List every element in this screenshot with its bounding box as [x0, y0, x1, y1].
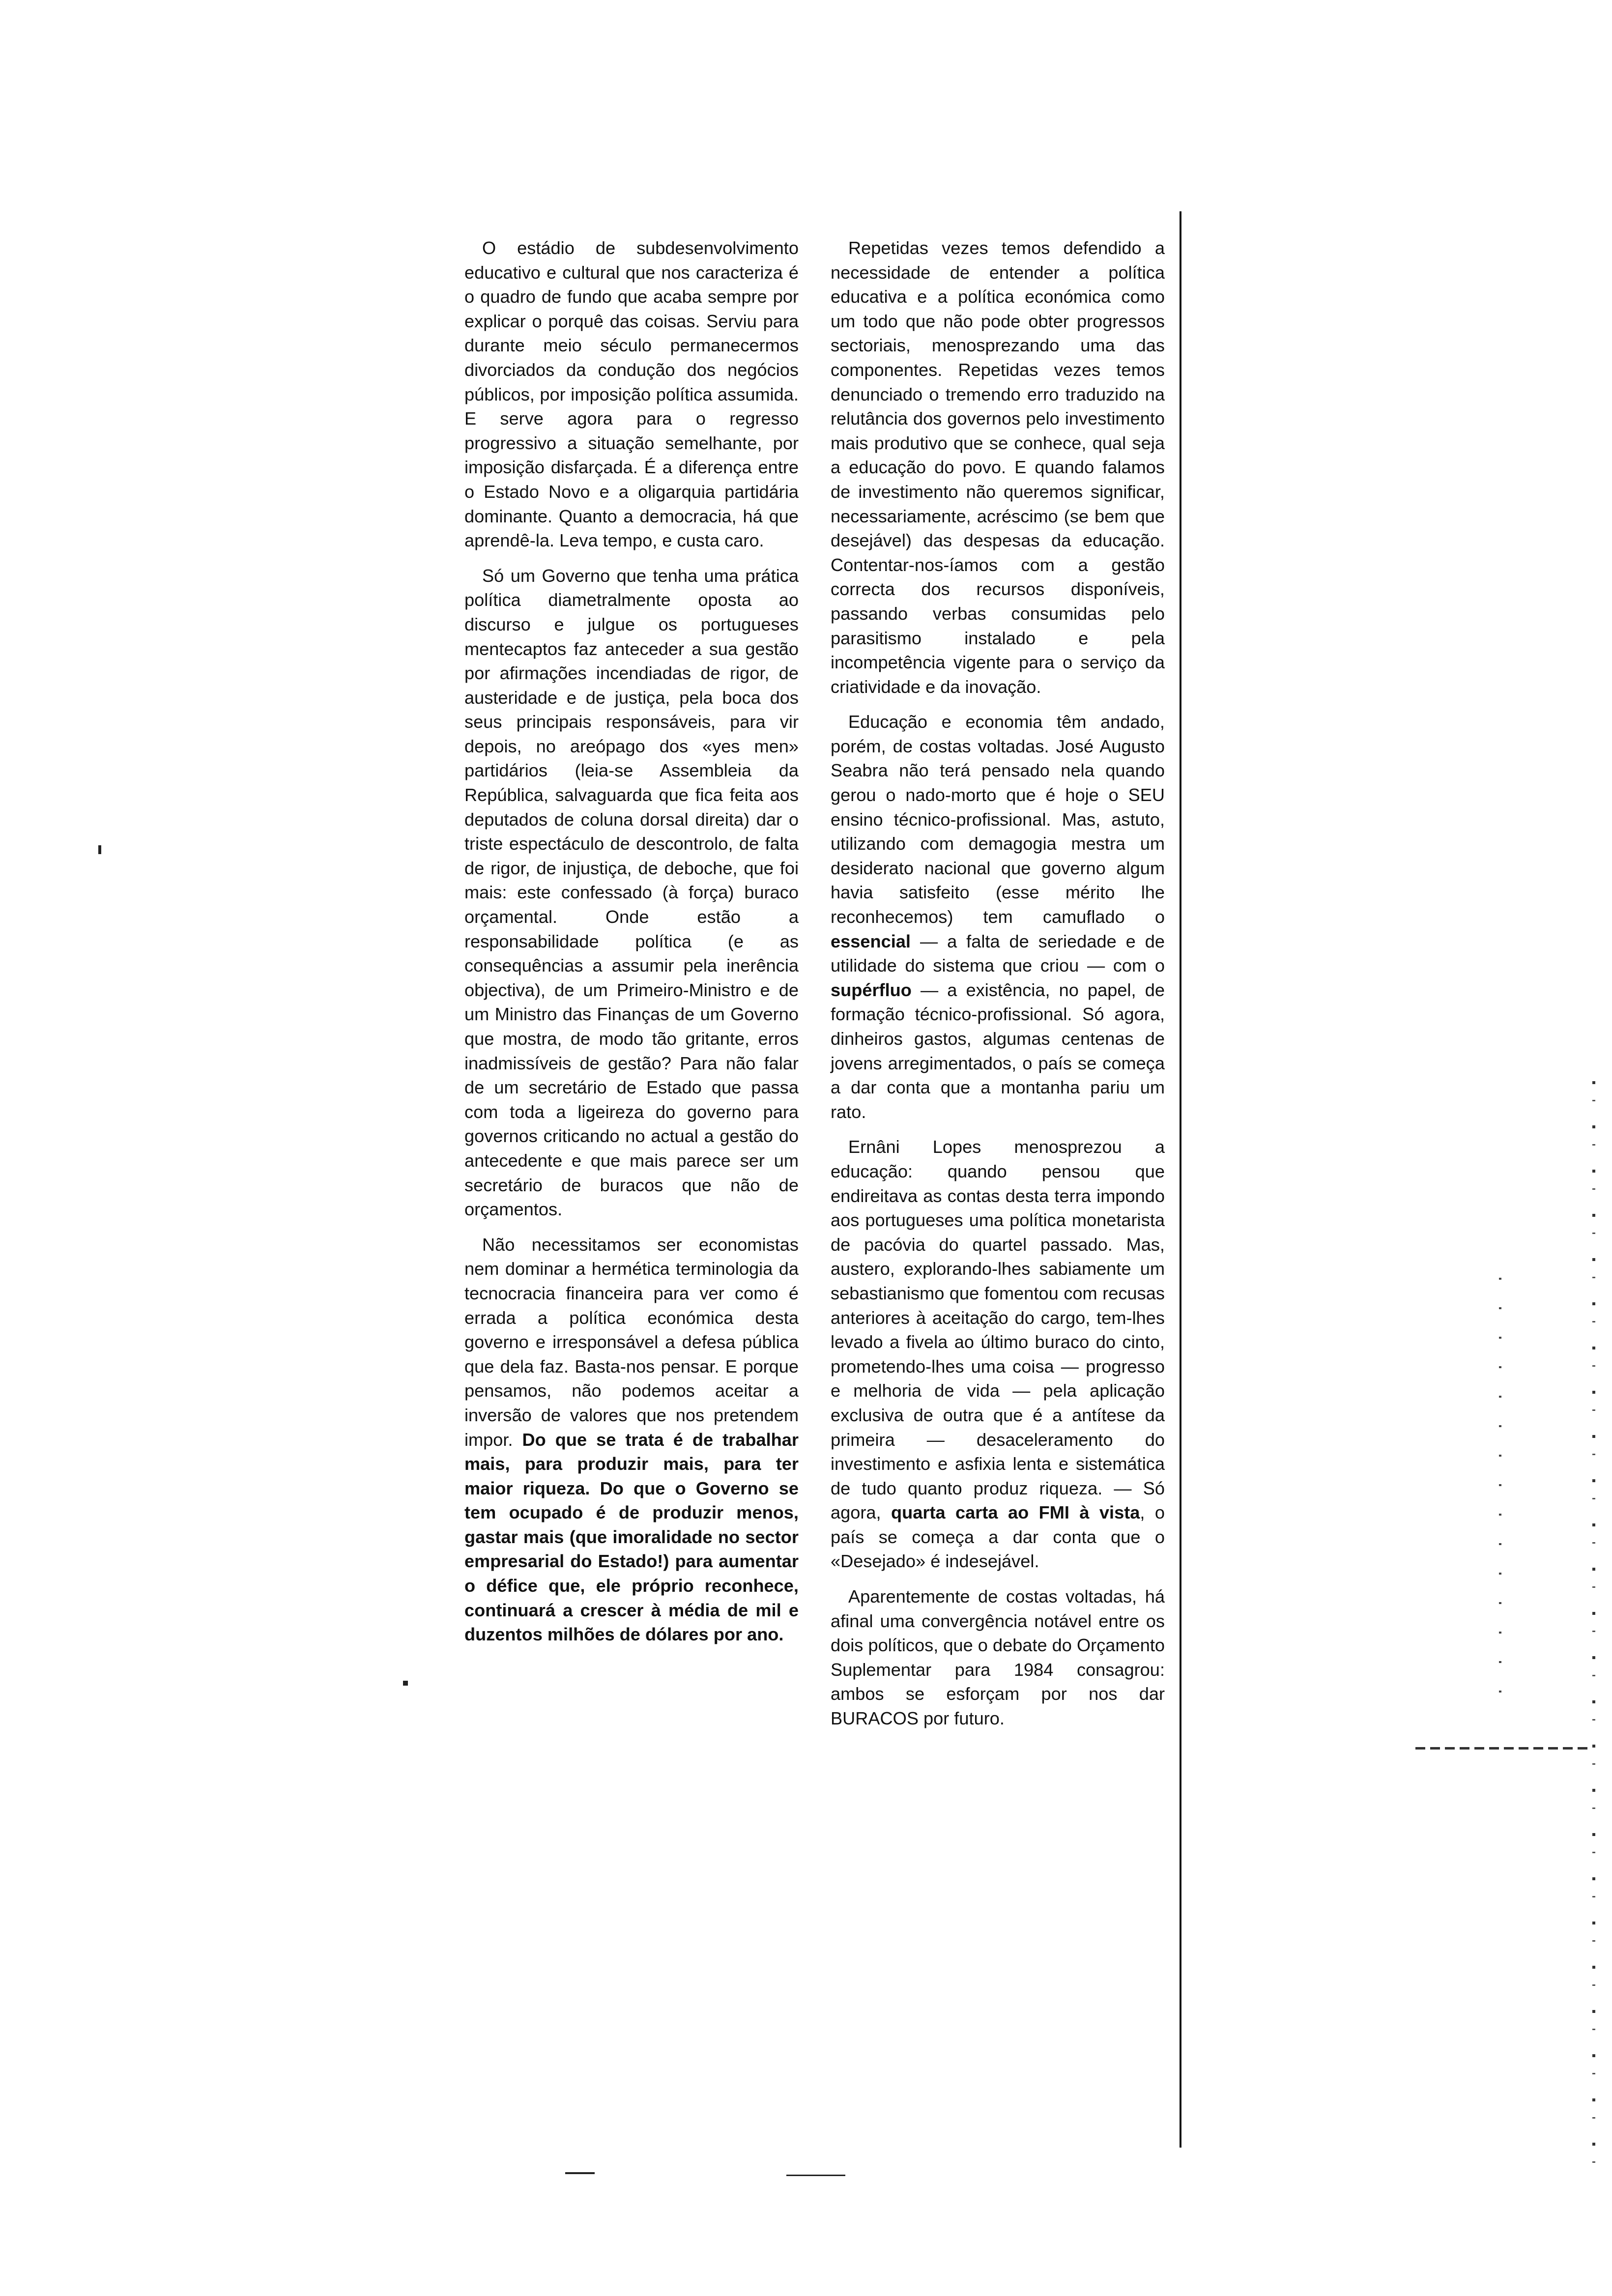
left-paragraph-3-bold: Do que se trata é de trabalhar mais, para produzir mais, para ter maior riqueza. Do que o Governo se tem ocupado é de produzir menos, gastar mais (que imoralidade no sector empresarial do Estado!) para aumentar o défice que, ele próprio reconhece, continuará a crescer à média de mil e duzentos milhões de dólares por ano.: [464, 1429, 799, 1645]
right-paragraph-3: [831, 1135, 1165, 1574]
right-paragraph-3-bold: quarta carta ao FMI à vista: [891, 1502, 1140, 1523]
column-rule: [1180, 211, 1181, 2148]
left-paragraph-1: O estádio de subdesenvolvimento educativo e cultural que nos caracteriza é o quadro de fundo que acaba sempre por explicar o porquê das coisas. Serviu para durante meio século permanecermos divorciados da condução dos negócios públicos, por imposição política assumida. E serve agora para o regresso progressivo a situação semelhante, por imposição disfarçada. É a diferença entre o Estado Novo e a oligarquia partidária dominante. Quanto a democracia, há que aprendê-la. Leva tempo, e custa caro.: [464, 238, 799, 551]
right-paragraph-3-text-a: Ernâni Lopes menosprezou a educação: quando pensou que endireitava as contas desta terra impondo aos portugueses uma política monetarista de pacóvia do quartel passado. Mas, austero, explorando-lhes sabiamente um sebastianismo que fomentou com recusas anteriores à aceitação do cargo, tem-lhes levado a fivela ao último buraco do cinto, prometendo-lhes uma coisa — progresso e melhoria de vida — pela aplicação exclusiva de outra que é a antítese da primeira — desaceleramento do investimento e asfixia lenta e sistemática de tudo quanto produz riqueza. — Só agora,: [831, 1137, 1165, 1523]
right-paragraph-2-text-c: — a existência, no papel, de formação técnico-profissional. Só agora, dinheiros gastos, algumas centenas de jovens arregimentados, o país se começa a dar conta que a montanha pariu um rato.: [831, 979, 1165, 1122]
right-paragraph-2-bold-b: supérfluo: [831, 979, 912, 1000]
scan-speck: [565, 2172, 595, 2174]
scan-speck: [786, 2175, 845, 2176]
scan-speck: [403, 1681, 408, 1686]
right-paragraph-2-bold-a: essencial: [831, 931, 911, 951]
scan-dash-mark: [1415, 1747, 1587, 1750]
scan-speck: [98, 845, 101, 854]
left-paragraph-2: Só um Governo que tenha uma prática política diametralmente oposta ao discurso e julgue os portugueses mentecaptos faz anteceder a sua gestão por afirmações incendiadas de rigor, de austeridade e de justiça, pela boca dos seus principais responsáveis, para vir depois, no areópago dos «yes men» partidários (leia-se Assembleia da República, salvaguarda que fica feita aos deputados de coluna dorsal direita) dar o triste espectáculo de descontrolo, de falta de rigor, de injustiça, de deboche, que foi mais: este confessado (à força) buraco orçamental. Onde estão a responsabilidade política (e as consequências a assumir pela inerência objectiva), de um Primeiro-Ministro e de um Ministro das Finanças de um Governo que mostra, de modo tão gritante, erros inadmissíveis de gestão? Para não falar de um secretário de Estado que passa com toda a ligeireza do governo para governos criticando no actual a gestão do antecedente e que mais parece ser um secretário de buracos que não de orçamentos.: [464, 565, 799, 1220]
left-paragraph-3: [464, 1233, 799, 1647]
right-paragraph-2-text-b: — a falta de seriedade e de utilidade do sistema que criou — com o: [831, 931, 1165, 976]
article-right-column: [831, 236, 1165, 1731]
scan-edge-noise: [1499, 1278, 1501, 1720]
article-left-column: [464, 236, 799, 1647]
right-paragraph-1: Repetidas vezes temos defendido a necessidade de entender a política educativa e a política económica como um todo que não pode obter progressos sectoriais, menosprezando uma das componentes. Repetidas vezes temos denunciado o tremendo erro traduzido na relutância dos governos pelo investimento mais produtivo que se conhece, qual seja a educação do povo. E quando falamos de investimento não queremos significar, necessariamente, acréscimo (se bem que desejável) das despesas da educação. Contentar-nos-íamos com a gestão correcta dos recursos disponíveis, passando verbas consumidas pelo parasitismo instalado e pela incompetência vigente para o serviço da criatividade e da inovação.: [831, 238, 1165, 697]
right-paragraph-2-text-a: Educação e economia têm andado, porém, de costas voltadas. José Augusto Seabra não terá pensado nela quando gerou o nado-morto que é hoje o SEU ensino técnico-profissional. Mas, astuto, utilizando com demagogia mestra um desiderato nacional que governo algum havia satisfeito (esse mérito lhe reconhecemos) tem camuflado o: [831, 712, 1165, 927]
right-paragraph-4: Aparentemente de costas voltadas, há afinal uma convergência notável entre os dois políticos, que o debate do Orçamento Suplementar para 1984 consagrou: ambos se esforçam por nos dar BURACOS por futuro.: [831, 1586, 1165, 1729]
right-paragraph-3-text-b: , o país se começa a dar conta que o «Desejado» é indesejável.: [831, 1502, 1165, 1572]
right-paragraph-2: [831, 710, 1165, 1124]
left-paragraph-3-text: Não necessitamos ser economistas nem dominar a hermética terminologia da tecnocracia financeira para ver como é errada a política económica desta governo e irresponsável a defesa pública que dela faz. Basta-nos pensar. E porque pensamos, não podemos aceitar a inversão de valores que nos pretendem impor.: [464, 1234, 799, 1450]
scan-edge-noise: [1592, 1081, 1595, 2182]
